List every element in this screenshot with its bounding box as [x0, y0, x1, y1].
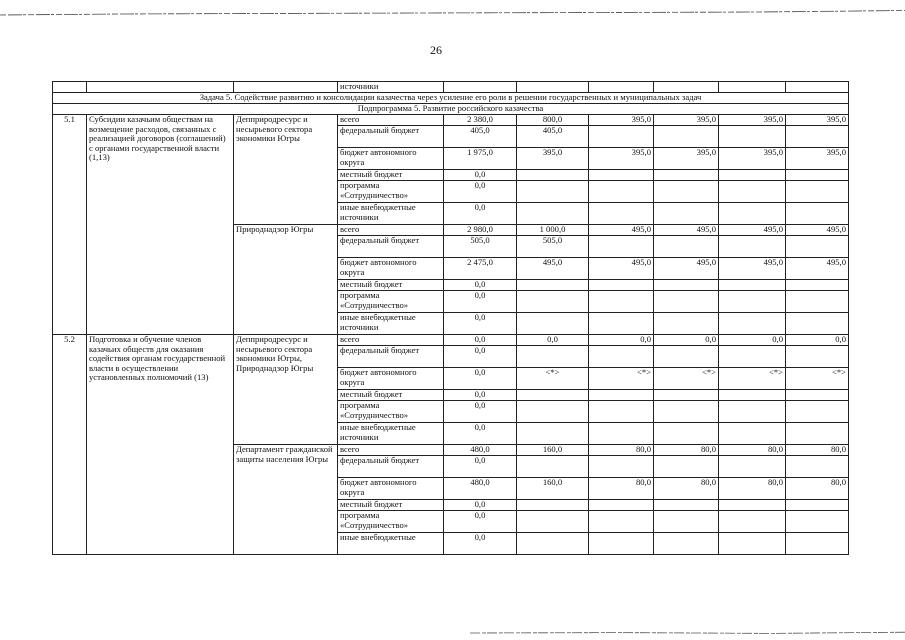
- funding-source: местный бюджет: [338, 500, 444, 511]
- funding-source: федеральный бюджет: [338, 456, 444, 478]
- value-year-2: 495,0: [589, 258, 654, 280]
- value-year-4: 0,0: [719, 335, 786, 346]
- value-total: 1 975,0: [444, 148, 517, 170]
- funding-source: бюджет автономного округа: [338, 478, 444, 500]
- value-total: 0,0: [444, 401, 517, 423]
- funding-source: программа «Сотрудничество»: [338, 401, 444, 423]
- value-year-3: 80,0: [654, 478, 719, 500]
- scan-bottom-edge: [470, 630, 905, 636]
- value-year-2: 495,0: [589, 225, 654, 236]
- value-year-1: [517, 203, 589, 225]
- value-year-1: [517, 533, 589, 555]
- value-year-3: [654, 456, 719, 478]
- value-total: 0,0: [444, 500, 517, 511]
- value-year-5: [786, 170, 849, 181]
- value-year-4: [719, 423, 786, 445]
- value-year-5: [786, 533, 849, 555]
- value-year-2: <*>: [589, 368, 654, 390]
- value-year-4: [719, 236, 786, 258]
- value-year-2: [589, 511, 654, 533]
- value-year-1: 800,0: [517, 115, 589, 126]
- value-year-2: [589, 423, 654, 445]
- value-total: 0,0: [444, 203, 517, 225]
- value-year-4: [719, 401, 786, 423]
- value-year-3: [654, 533, 719, 555]
- executor-name: Депприродресурс и несырьевого сектора экономики Югры: [234, 115, 338, 225]
- value-year-3: [654, 500, 719, 511]
- funding-source: местный бюджет: [338, 390, 444, 401]
- value-total: 0,0: [444, 423, 517, 445]
- funding-source: бюджет автономного округа: [338, 368, 444, 390]
- value-total: 0,0: [444, 181, 517, 203]
- value-year-1: 160,0: [517, 445, 589, 456]
- value-year-4: [719, 291, 786, 313]
- task-title: Задача 5. Содействие развитию и консолидации казачества через усиление его роли в решении государственных и муниципальных задач: [53, 93, 849, 104]
- value-total: 0,0: [444, 390, 517, 401]
- funding-source: всего: [338, 115, 444, 126]
- value-total: 0,0: [444, 533, 517, 555]
- value-year-4: 80,0: [719, 478, 786, 500]
- value-year-4: [719, 313, 786, 335]
- item-name: Подготовка и обучение членов казачьих обществ для оказания содействия органам государственной власти в осуществлении установленных полномочий (13): [87, 335, 234, 555]
- value-year-4: <*>: [719, 368, 786, 390]
- funding-source: программа «Сотрудничество»: [338, 511, 444, 533]
- value-year-2: 0,0: [589, 335, 654, 346]
- funding-source: бюджет автономного округа: [338, 148, 444, 170]
- value-year-2: 395,0: [589, 148, 654, 170]
- value-total: 0,0: [444, 456, 517, 478]
- value-year-3: <*>: [654, 368, 719, 390]
- table-row: [53, 335, 849, 346]
- value-year-5: 80,0: [786, 445, 849, 456]
- value-year-5: [786, 280, 849, 291]
- value-total: 0,0: [444, 335, 517, 346]
- funding-source: федеральный бюджет: [338, 346, 444, 368]
- value-year-2: 80,0: [589, 445, 654, 456]
- value-total: 0,0: [444, 170, 517, 181]
- subprogram-title: Подпрограмма 5. Развитие российского казачества: [53, 104, 849, 115]
- value-year-4: 395,0: [719, 115, 786, 126]
- value-year-3: [654, 170, 719, 181]
- value-total: 505,0: [444, 236, 517, 258]
- value-year-4: [719, 203, 786, 225]
- value-year-4: [719, 181, 786, 203]
- value-total: 2 380,0: [444, 115, 517, 126]
- page-number: 26: [430, 43, 442, 57]
- value-year-2: [589, 126, 654, 148]
- table-body: [53, 82, 849, 555]
- value-total: 480,0: [444, 478, 517, 500]
- value-year-5: [786, 390, 849, 401]
- funding-source: всего: [338, 445, 444, 456]
- value-year-1: [517, 181, 589, 203]
- value-year-5: 0,0: [786, 335, 849, 346]
- value-year-3: [654, 313, 719, 335]
- value-year-1: 505,0: [517, 236, 589, 258]
- funding-source: местный бюджет: [338, 280, 444, 291]
- value-year-5: [786, 203, 849, 225]
- value-year-4: 80,0: [719, 445, 786, 456]
- value-year-2: [589, 500, 654, 511]
- item-number: 5.1: [53, 115, 87, 335]
- value-year-1: [517, 291, 589, 313]
- value-year-1: [517, 390, 589, 401]
- value-year-1: [517, 280, 589, 291]
- value-year-3: [654, 291, 719, 313]
- value-year-2: [589, 236, 654, 258]
- value-year-1: [517, 346, 589, 368]
- value-year-2: [589, 313, 654, 335]
- value-year-2: [589, 456, 654, 478]
- value-year-2: [589, 346, 654, 368]
- value-total: 2 475,0: [444, 258, 517, 280]
- value-year-5: [786, 236, 849, 258]
- value-year-4: 495,0: [719, 258, 786, 280]
- value-total: 2 980,0: [444, 225, 517, 236]
- value-year-3: [654, 236, 719, 258]
- value-year-2: 80,0: [589, 478, 654, 500]
- value-year-3: 495,0: [654, 258, 719, 280]
- value-year-1: <*>: [517, 368, 589, 390]
- value-year-1: 0,0: [517, 335, 589, 346]
- value-year-5: [786, 401, 849, 423]
- item-number: 5.2: [53, 335, 87, 555]
- value-year-1: [517, 456, 589, 478]
- value-total: 0,0: [444, 511, 517, 533]
- scan-top-edge: [0, 9, 905, 17]
- value-year-3: [654, 346, 719, 368]
- value-year-3: [654, 203, 719, 225]
- funding-source: федеральный бюджет: [338, 126, 444, 148]
- item-name: Субсидии казачьим обществам на возмещение расходов, связанных с реализацией договоров (соглашений) с органами государственной власти (1,13): [87, 115, 234, 335]
- value-total: 0,0: [444, 313, 517, 335]
- carry-source-cell: источники: [338, 82, 444, 93]
- value-year-2: [589, 280, 654, 291]
- value-year-4: [719, 390, 786, 401]
- value-year-4: [719, 280, 786, 291]
- value-year-3: [654, 511, 719, 533]
- carry-over-row: [53, 82, 849, 93]
- value-year-5: [786, 181, 849, 203]
- funding-source: программа «Сотрудничество»: [338, 181, 444, 203]
- value-year-4: [719, 511, 786, 533]
- value-year-5: [786, 346, 849, 368]
- value-year-4: 395,0: [719, 148, 786, 170]
- value-year-5: [786, 511, 849, 533]
- subprogram-row: [53, 104, 849, 115]
- table-row: [53, 115, 849, 126]
- executor-name: Департамент гражданской защиты населения Югры: [234, 445, 338, 555]
- funding-source: иные внебюджетные источники: [338, 313, 444, 335]
- value-year-2: [589, 401, 654, 423]
- value-year-4: [719, 170, 786, 181]
- value-total: 480,0: [444, 445, 517, 456]
- value-year-4: [719, 500, 786, 511]
- value-year-2: [589, 533, 654, 555]
- value-year-3: 395,0: [654, 148, 719, 170]
- value-year-3: [654, 126, 719, 148]
- value-year-3: [654, 401, 719, 423]
- value-year-5: [786, 291, 849, 313]
- value-year-5: [786, 500, 849, 511]
- value-year-3: 80,0: [654, 445, 719, 456]
- funding-source: программа «Сотрудничество»: [338, 291, 444, 313]
- value-year-3: [654, 390, 719, 401]
- funding-source: иные внебюджетные источники: [338, 203, 444, 225]
- executor-name: Депприродресурс и несырьевого сектора экономики Югры, Природнадзор Югры: [234, 335, 338, 445]
- value-year-5: 395,0: [786, 115, 849, 126]
- value-year-5: [786, 313, 849, 335]
- value-year-5: [786, 423, 849, 445]
- value-total: 0,0: [444, 291, 517, 313]
- value-year-1: 395,0: [517, 148, 589, 170]
- value-total: 405,0: [444, 126, 517, 148]
- funding-source: иные внебюджетные: [338, 533, 444, 555]
- value-year-1: 405,0: [517, 126, 589, 148]
- value-year-2: [589, 170, 654, 181]
- budget-table: [52, 81, 849, 555]
- value-year-2: [589, 291, 654, 313]
- value-year-5: 495,0: [786, 258, 849, 280]
- value-year-1: [517, 170, 589, 181]
- value-year-1: 1 000,0: [517, 225, 589, 236]
- funding-source: местный бюджет: [338, 170, 444, 181]
- value-total: 0,0: [444, 346, 517, 368]
- value-year-4: [719, 126, 786, 148]
- value-total: 0,0: [444, 368, 517, 390]
- value-year-5: 395,0: [786, 148, 849, 170]
- value-year-2: 395,0: [589, 115, 654, 126]
- value-year-1: 495,0: [517, 258, 589, 280]
- value-year-1: [517, 423, 589, 445]
- value-year-1: [517, 401, 589, 423]
- funding-source: федеральный бюджет: [338, 236, 444, 258]
- value-year-3: 395,0: [654, 115, 719, 126]
- funding-source: бюджет автономного округа: [338, 258, 444, 280]
- value-total: 0,0: [444, 280, 517, 291]
- value-year-3: [654, 280, 719, 291]
- value-year-4: [719, 346, 786, 368]
- value-year-4: 495,0: [719, 225, 786, 236]
- value-year-5: 495,0: [786, 225, 849, 236]
- value-year-2: [589, 390, 654, 401]
- task-row: [53, 93, 849, 104]
- value-year-5: 80,0: [786, 478, 849, 500]
- value-year-5: [786, 126, 849, 148]
- value-year-2: [589, 181, 654, 203]
- value-year-1: 160,0: [517, 478, 589, 500]
- funding-source: иные внебюджетные источники: [338, 423, 444, 445]
- value-year-4: [719, 533, 786, 555]
- value-year-1: [517, 313, 589, 335]
- funding-source: всего: [338, 225, 444, 236]
- value-year-3: 495,0: [654, 225, 719, 236]
- value-year-1: [517, 500, 589, 511]
- value-year-3: [654, 181, 719, 203]
- value-year-3: [654, 423, 719, 445]
- value-year-3: 0,0: [654, 335, 719, 346]
- value-year-1: [517, 511, 589, 533]
- value-year-5: <*>: [786, 368, 849, 390]
- value-year-2: [589, 203, 654, 225]
- executor-name: Природнадзор Югры: [234, 225, 338, 335]
- value-year-4: [719, 456, 786, 478]
- funding-source: всего: [338, 335, 444, 346]
- value-year-5: [786, 456, 849, 478]
